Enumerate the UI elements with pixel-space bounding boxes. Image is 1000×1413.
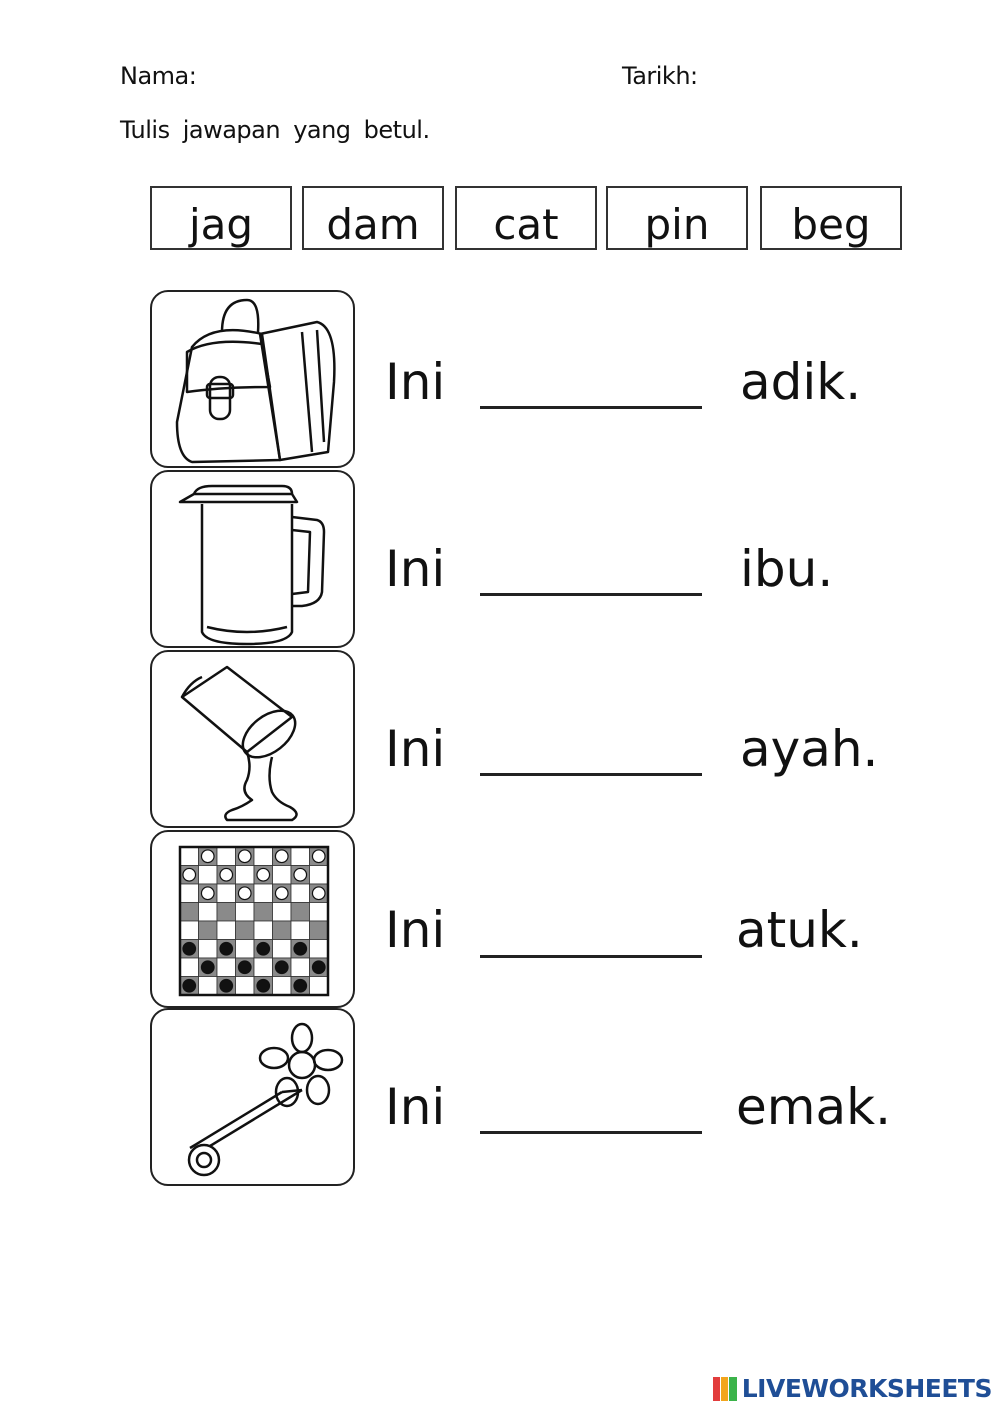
sentence-suffix: ibu. bbox=[740, 540, 834, 598]
liveworksheets-logo-icon bbox=[712, 1376, 738, 1402]
word-bank-item[interactable]: dam bbox=[302, 186, 444, 250]
jug-icon bbox=[152, 472, 357, 650]
picture-box bbox=[150, 830, 355, 1008]
sentence-suffix: atuk. bbox=[736, 901, 863, 959]
answer-blank[interactable] bbox=[480, 593, 702, 596]
picture-box bbox=[150, 290, 355, 468]
word-bank-item[interactable]: pin bbox=[606, 186, 748, 250]
safety-pin-icon bbox=[152, 1010, 357, 1188]
picture-box bbox=[150, 470, 355, 648]
sentence-prefix: Ini bbox=[385, 720, 446, 778]
backpack-icon bbox=[152, 292, 357, 470]
word-bank-item[interactable]: beg bbox=[760, 186, 902, 250]
sentence-prefix: Ini bbox=[385, 540, 446, 598]
answer-blank[interactable] bbox=[480, 773, 702, 776]
word-bank-item[interactable]: cat bbox=[455, 186, 597, 250]
sentence-prefix: Ini bbox=[385, 901, 446, 959]
paint-can-icon bbox=[152, 652, 357, 830]
answer-blank[interactable] bbox=[480, 406, 702, 409]
answer-blank[interactable] bbox=[480, 955, 702, 958]
picture-box bbox=[150, 650, 355, 828]
sentence-suffix: ayah. bbox=[740, 720, 879, 778]
sentence-suffix: adik. bbox=[740, 353, 862, 411]
date-label: Tarikh: bbox=[622, 62, 698, 90]
sentence-prefix: Ini bbox=[385, 353, 446, 411]
sentence-prefix: Ini bbox=[385, 1078, 446, 1136]
footer-brand bbox=[712, 1374, 992, 1403]
sentence-suffix: emak. bbox=[736, 1078, 891, 1136]
picture-box bbox=[150, 1008, 355, 1186]
brand-text: LIVEWORKSHEETS bbox=[741, 1374, 992, 1403]
word-bank-item[interactable]: jag bbox=[150, 186, 292, 250]
answer-blank[interactable] bbox=[480, 1131, 702, 1134]
checkers-board-icon bbox=[152, 832, 357, 1010]
name-label: Nama: bbox=[120, 62, 197, 90]
instruction-text: Tulis jawapan yang betul. bbox=[120, 116, 430, 144]
